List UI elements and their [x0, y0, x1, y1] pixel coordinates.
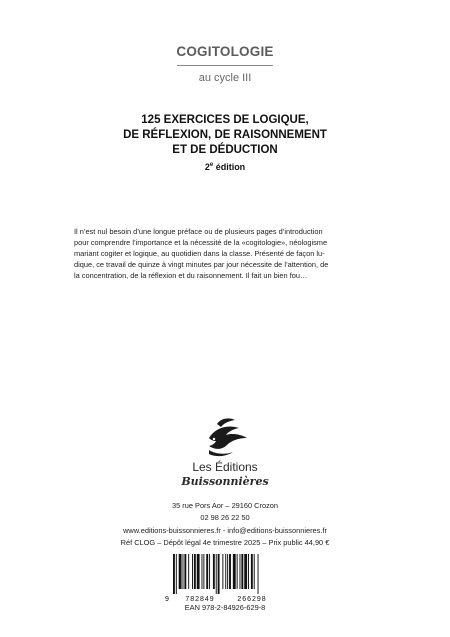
blurb-line: mariant cogiter et logique, au quotidien dans la classe. Présenté de façon lu- [74, 249, 325, 258]
barcode-bar [209, 554, 210, 589]
edition-label: 2e édition [204, 162, 246, 172]
barcode-digits [164, 596, 286, 603]
blurb-line: la concentration, de la réflexion et du raisonnement. Il fait un bien fou… [74, 271, 308, 280]
barcode-bar [229, 554, 231, 589]
series-divider [177, 65, 273, 66]
contact-block [0, 500, 450, 550]
publisher-line1: Les Éditions [192, 460, 258, 474]
barcode-bar [206, 554, 208, 589]
title-line: ET DE DÉDUCTION [172, 144, 278, 156]
blurb-line: dique, ce travail de quinze à vingt minutes par jour nécessite de l’attention, de [74, 260, 329, 269]
barcode-group2: 266298 [237, 596, 267, 603]
barcode-bar [183, 554, 184, 589]
barcode-bar [213, 554, 215, 589]
title-line: DE RÉFLEXION, DE RAISONNEMENT [123, 129, 327, 141]
title-line: 125 EXERCICES DE LOGIQUE, [141, 114, 309, 126]
barcode-bar [244, 554, 247, 589]
barcode-bars [164, 554, 282, 594]
barcode-bar [184, 554, 186, 589]
barcode-first-digit: 9 [165, 596, 169, 603]
barcode-bar [179, 554, 182, 589]
series-header [0, 44, 450, 84]
barcode-bar [192, 554, 193, 589]
web-email: www.editions-buissonnieres.fr - info@editions-buissonnieres.fr [123, 525, 327, 535]
barcode-bar [248, 554, 249, 589]
barcode-bar [218, 554, 220, 594]
blurb-line: Il n’est nul besoin d’une longue préface ou de plusieurs pages d’introduction [74, 227, 323, 236]
barcode-bar [203, 554, 204, 589]
blurb-line: pour comprendre l’importance et la nécessité de la «cogitologie», néologisme [74, 238, 328, 247]
barcode-bar [254, 554, 255, 589]
series-subtitle: au cycle III [198, 72, 252, 84]
barcode-bar [227, 554, 228, 589]
series-title: COGITOLOGIE [176, 44, 274, 59]
barcode-bar [176, 554, 177, 594]
barcode-bar [225, 554, 226, 589]
publisher-line2: Buissonnières [181, 475, 269, 488]
barcode-group1: 782849 [185, 596, 215, 603]
barcode [164, 554, 286, 603]
blurb-paragraph [74, 226, 382, 281]
barcode-bar [216, 554, 217, 594]
barcode-bar [202, 554, 203, 589]
barcode-bar [173, 554, 175, 594]
barcode-bar [197, 554, 200, 589]
ean-number: EAN 978-2-84926-629-8 [184, 603, 266, 612]
phone: 02 98 26 22 50 [200, 513, 250, 523]
barcode-bar [258, 554, 259, 594]
book-title [0, 113, 450, 172]
publisher-name [0, 460, 450, 488]
barcode-bar [222, 554, 223, 589]
address: 35 rue Pors Aor – 29160 Crozon [172, 501, 278, 510]
barcode-bar [188, 554, 189, 589]
barcode-bar [240, 554, 241, 589]
barcode-bar [194, 554, 196, 589]
barcode-bar [241, 554, 243, 589]
barcode-bar [251, 554, 253, 589]
barcode-bar [237, 554, 238, 589]
bird-logo-icon [195, 414, 255, 460]
legal-info: Réf CLOG – Dépôt légal 4e trimestre 2025 – Prix public 44,90 € [120, 538, 330, 548]
barcode-bar [233, 554, 236, 589]
